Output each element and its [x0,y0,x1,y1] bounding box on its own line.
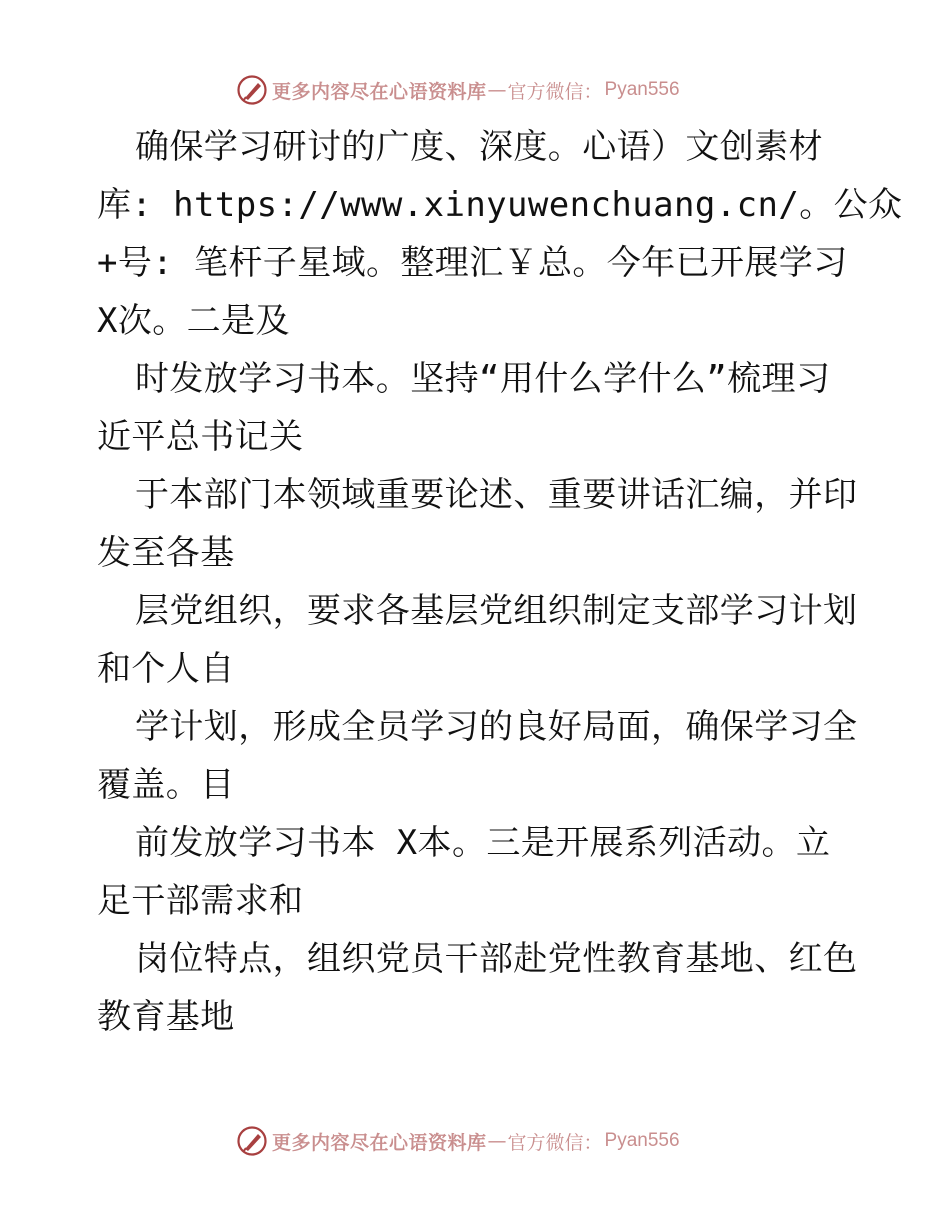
watermark-dash: — [487,79,507,101]
body-line: 近平总书记关 [97,417,304,457]
watermark-wechat-id: Pyan556 [604,79,680,100]
body-line: 前发放学习书本 X本。三是开展系列活动。立 [135,823,831,863]
body-line: 足干部需求和 [97,881,304,921]
watermark-wechat-id: Pyan556 [604,1130,680,1151]
watermark-text: 更多内容尽在心语资料库 [272,1131,487,1154]
document-body [97,118,903,1046]
body-line: 覆盖。目 [97,765,235,805]
watermark-wechat-label: 官方微信： [507,80,603,103]
watermark-wechat-label: 官方微信： [507,1131,603,1154]
body-line: 层党组织，要求各基层党组织制定支部学习计划 [135,591,858,631]
body-line: +号: 笔杆子星域。整理汇￥总。今年已开展学习 [97,243,848,283]
watermark-text: 更多内容尽在心语资料库 [272,80,487,103]
body-line: 确保学习研讨的广度、深度。心语）文创素材 [135,127,823,167]
body-line: 教育基地 [97,997,235,1037]
footer-watermark [236,1124,680,1158]
body-line: 岗位特点，组织党员干部赴党性教育基地、红色 [135,939,858,979]
body-line: 于本部门本领域重要论述、重要讲话汇编，并印 [135,475,858,515]
body-line: X次。二是及 [97,301,290,341]
body-line: 学计划，形成全员学习的良好局面，确保学习全 [135,707,858,747]
quill-pen-circle-icon [236,74,268,106]
watermark-dash: — [487,1130,507,1152]
body-line: 发至各基 [97,533,235,573]
quill-pen-circle-icon [236,1125,268,1157]
header-watermark [236,73,680,107]
body-line: 库: https://www.xinyuwenchuang.cn/。公众 [97,185,903,225]
body-line: 时发放学习书本。坚持“用什么学什么”梳理习 [135,359,831,399]
body-line: 和个人自 [97,649,235,689]
